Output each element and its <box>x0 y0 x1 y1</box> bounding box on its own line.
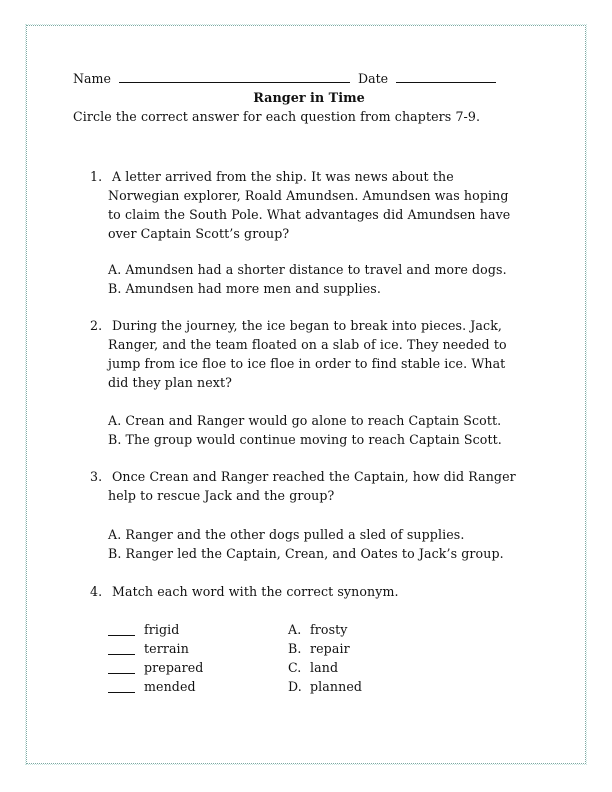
answer-option-a[interactable]: A. Ranger and the other dogs pulled a sled of supplies. <box>108 527 465 542</box>
answer-option-b[interactable]: B. The group would continue moving to reach Captain Scott. <box>108 432 502 447</box>
name-date-row <box>73 71 496 87</box>
synonym-word: frosty <box>310 622 348 637</box>
answer-option-a[interactable]: A. Crean and Ranger would go alone to reach Captain Scott. <box>108 413 502 428</box>
synonym-word: planned <box>310 679 363 694</box>
question-line: over Captain Scott’s group? <box>108 226 290 241</box>
synonym-letter: A. <box>288 622 302 637</box>
answer-blank[interactable] <box>108 641 135 655</box>
answer-option-b[interactable]: B. Ranger led the Captain, Crean, and Oates to Jack’s group. <box>108 546 504 561</box>
question-line: to claim the South Pole. What advantages did Amundsen have <box>108 207 511 222</box>
question-number: 3. <box>90 469 103 484</box>
answer-blank[interactable] <box>108 679 135 693</box>
match-word: mended <box>144 679 196 694</box>
question-line: A letter arrived from the ship. It was news about the <box>112 169 454 184</box>
answer-blank[interactable] <box>108 660 135 674</box>
name-label: Name <box>73 71 111 86</box>
date-field[interactable] <box>396 71 496 83</box>
match-word: frigid <box>144 622 180 637</box>
synonym-letter: D. <box>288 679 302 694</box>
match-word: terrain <box>144 641 189 656</box>
answer-option-a[interactable]: A. Amundsen had a shorter distance to travel and more dogs. <box>108 262 507 277</box>
question-number: 2. <box>90 318 103 333</box>
question-line: did they plan next? <box>108 375 232 390</box>
synonym-word: land <box>310 660 339 675</box>
question-line: Once Crean and Ranger reached the Captain, how did Ranger <box>112 469 516 484</box>
question-line: Ranger, and the team floated on a slab of ice. They needed to <box>108 337 507 352</box>
question-line: Match each word with the correct synonym. <box>112 584 399 599</box>
question-line: Norwegian explorer, Roald Amundsen. Amundsen was hoping <box>108 188 509 203</box>
synonym-letter: C. <box>288 660 302 675</box>
question-line: help to rescue Jack and the group? <box>108 488 335 503</box>
synonym-word: repair <box>310 641 350 656</box>
question-number: 4. <box>90 584 103 599</box>
answer-option-b[interactable]: B. Amundsen had more men and supplies. <box>108 281 381 296</box>
name-field[interactable] <box>119 71 350 83</box>
page-title: Ranger in Time <box>253 91 365 106</box>
instructions: Circle the correct answer for each question from chapters 7-9. <box>73 109 481 124</box>
answer-blank[interactable] <box>108 622 135 636</box>
synonym-letter: B. <box>288 641 302 656</box>
match-word: prepared <box>144 660 204 675</box>
question-number: 1. <box>90 169 103 184</box>
question-line: During the journey, the ice began to break into pieces. Jack, <box>112 318 503 333</box>
question-line: jump from ice floe to ice floe in order to find stable ice. What <box>108 356 506 371</box>
date-label: Date <box>357 71 389 86</box>
